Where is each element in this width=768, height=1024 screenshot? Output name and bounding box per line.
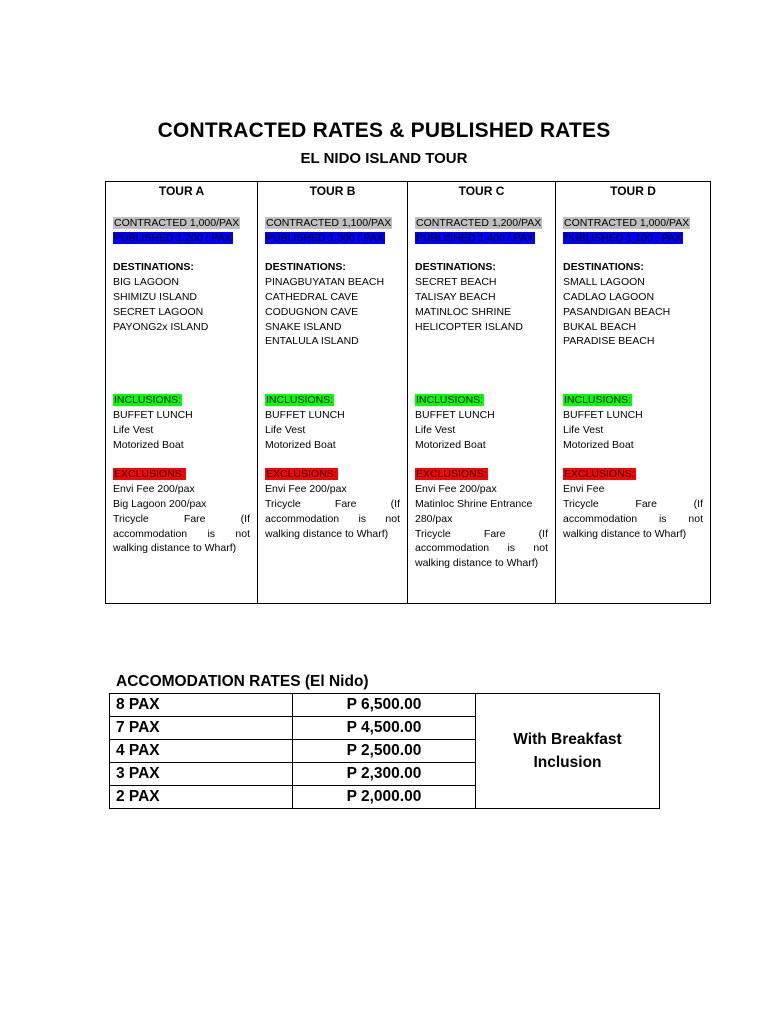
pax-cell: 4 PAX bbox=[110, 740, 293, 763]
exclusion-item: Big Lagoon 200/pax bbox=[113, 497, 207, 510]
destination-item: MATINLOC SHRINE bbox=[415, 305, 512, 318]
destination-item: HELICOPTER ISLAND bbox=[415, 320, 523, 333]
exclusion-item: Matinloc Shrine Entrance 280/pax bbox=[415, 497, 533, 525]
destination-item: SNAKE ISLAND bbox=[265, 320, 342, 333]
tour-name: TOUR C bbox=[458, 184, 505, 198]
destination-item: PAYONG2x ISLAND bbox=[113, 320, 209, 333]
destination-item bbox=[113, 334, 250, 349]
destination-item: SECRET LAGOON bbox=[113, 305, 204, 318]
destinations-label: DESTINATIONS: bbox=[265, 261, 346, 274]
tour-column-d bbox=[556, 182, 711, 604]
exclusion-item: Envi Fee 200/pax bbox=[415, 483, 497, 496]
exclusions-list bbox=[563, 482, 703, 541]
tour-name: TOUR B bbox=[309, 184, 356, 198]
contracted-rate: CONTRACTED 1,000/PAX bbox=[564, 216, 690, 229]
inclusion-item: BUFFET LUNCH bbox=[265, 408, 345, 421]
breakfast-note: With Breakfast Inclusion bbox=[476, 694, 660, 809]
tour-column-a bbox=[106, 182, 258, 604]
inclusion-item: Motorized Boat bbox=[113, 438, 184, 451]
accommodation-rates-table bbox=[109, 693, 660, 809]
exclusion-item: Envi Fee 200/pax bbox=[265, 483, 347, 496]
tour-rates-table bbox=[105, 181, 711, 604]
destination-item: SMALL LAGOON bbox=[563, 276, 645, 289]
pax-cell: 7 PAX bbox=[110, 717, 293, 740]
destination-item: PARADISE BEACH bbox=[563, 335, 655, 348]
tour-rates-row bbox=[106, 182, 711, 604]
inclusions-list bbox=[265, 408, 400, 452]
exclusions-list bbox=[415, 482, 548, 571]
inclusion-item: BUFFET LUNCH bbox=[415, 408, 495, 421]
inclusion-item: Motorized Boat bbox=[415, 438, 486, 451]
price-cell: P 4,500.00 bbox=[293, 717, 476, 740]
page-subtitle: EL NIDO ISLAND TOUR bbox=[300, 150, 468, 167]
inclusions-list bbox=[563, 408, 703, 452]
tour-name: TOUR A bbox=[158, 184, 205, 198]
destinations-list bbox=[265, 275, 400, 349]
published-rate: PUBLISHED 1,100 / PAX bbox=[564, 231, 682, 244]
inclusions-label: INCLUSIONS: bbox=[114, 394, 182, 407]
inclusions-label: INCLUSIONS: bbox=[564, 394, 632, 407]
page-title: CONTRACTED RATES & PUBLISHED RATES bbox=[157, 119, 611, 142]
published-rate: PUBLISHED 1,300 / PAX bbox=[266, 231, 384, 244]
price-cell: P 6,500.00 bbox=[293, 694, 476, 717]
destination-item: SECRET BEACH bbox=[415, 276, 497, 289]
inclusion-item: Life Vest bbox=[265, 423, 306, 436]
destination-item: CATHEDRAL CAVE bbox=[265, 290, 359, 303]
pax-cell: 2 PAX bbox=[110, 786, 293, 809]
destination-item: BUKAL BEACH bbox=[563, 320, 637, 333]
inclusions-list bbox=[113, 408, 250, 452]
inclusions-label: INCLUSIONS: bbox=[416, 394, 484, 407]
inclusion-item: BUFFET LUNCH bbox=[113, 408, 193, 421]
published-rate: PUBLISHED 1,200 / PAX bbox=[114, 231, 232, 244]
pax-cell: 3 PAX bbox=[110, 763, 293, 786]
tour-name: TOUR D bbox=[610, 184, 656, 198]
destinations-list bbox=[563, 275, 703, 349]
destination-item: TALISAY BEACH bbox=[415, 290, 496, 303]
inclusion-item: Life Vest bbox=[563, 423, 604, 436]
destination-item: PINAGBUYATAN BEACH bbox=[265, 276, 385, 289]
inclusions-list bbox=[415, 408, 548, 452]
price-cell: P 2,500.00 bbox=[293, 740, 476, 763]
destinations-list bbox=[113, 275, 250, 349]
destinations-label: DESTINATIONS: bbox=[415, 261, 496, 274]
exclusion-item: Envi Fee bbox=[563, 483, 605, 496]
exclusion-item: Envi Fee 200/pax bbox=[113, 483, 195, 496]
inclusion-item: Motorized Boat bbox=[563, 438, 634, 451]
exclusions-label: EXCLUSIONS: bbox=[266, 468, 337, 481]
contracted-rate: CONTRACTED 1,200/PAX bbox=[416, 216, 542, 229]
published-rate: PUBLISHED 1,400 / PAX bbox=[416, 231, 534, 244]
exclusions-list bbox=[265, 482, 400, 541]
destinations-label: DESTINATIONS: bbox=[113, 261, 194, 274]
contracted-rate: CONTRACTED 1,100/PAX bbox=[266, 216, 392, 229]
exclusion-item: Tricycle Fare (If accommodation is not walking distance to Wharf) bbox=[563, 497, 703, 540]
accommodation-title: ACCOMODATION RATES (El Nido) bbox=[116, 673, 369, 690]
destination-item: SHIMIZU ISLAND bbox=[113, 290, 198, 303]
exclusions-list bbox=[113, 482, 250, 556]
destination-item: CODUGNON CAVE bbox=[265, 305, 359, 318]
contracted-rate: CONTRACTED 1,000/PAX bbox=[114, 216, 240, 229]
destination-item: CADLAO LAGOON bbox=[563, 290, 655, 303]
tour-column-b bbox=[258, 182, 408, 604]
pax-cell: 8 PAX bbox=[110, 694, 293, 717]
exclusions-label: EXCLUSIONS: bbox=[564, 468, 635, 481]
inclusion-item: BUFFET LUNCH bbox=[563, 408, 643, 421]
inclusion-item: Motorized Boat bbox=[265, 438, 336, 451]
table-row bbox=[110, 694, 660, 717]
destination-item bbox=[415, 334, 548, 349]
exclusions-label: EXCLUSIONS: bbox=[114, 468, 185, 481]
exclusion-item: Tricycle Fare (If accommodation is not walking distance to Wharf) bbox=[265, 497, 400, 540]
destinations-label: DESTINATIONS: bbox=[563, 261, 644, 274]
inclusions-label: INCLUSIONS: bbox=[266, 394, 334, 407]
exclusion-item: Tricycle Fare (If accommodation is not walking distance to Wharf) bbox=[415, 527, 548, 570]
destination-item: BIG LAGOON bbox=[113, 276, 179, 289]
inclusion-item: Life Vest bbox=[113, 423, 154, 436]
destinations-list bbox=[415, 275, 548, 349]
tour-column-c bbox=[408, 182, 556, 604]
exclusions-label: EXCLUSIONS: bbox=[416, 468, 487, 481]
destination-item: PASANDIGAN BEACH bbox=[563, 305, 671, 318]
exclusion-item: Tricycle Fare (If accommodation is not walking distance to Wharf) bbox=[113, 512, 250, 555]
destination-item: ENTALULA ISLAND bbox=[265, 335, 359, 348]
price-cell: P 2,000.00 bbox=[293, 786, 476, 809]
price-cell: P 2,300.00 bbox=[293, 763, 476, 786]
inclusion-item: Life Vest bbox=[415, 423, 456, 436]
